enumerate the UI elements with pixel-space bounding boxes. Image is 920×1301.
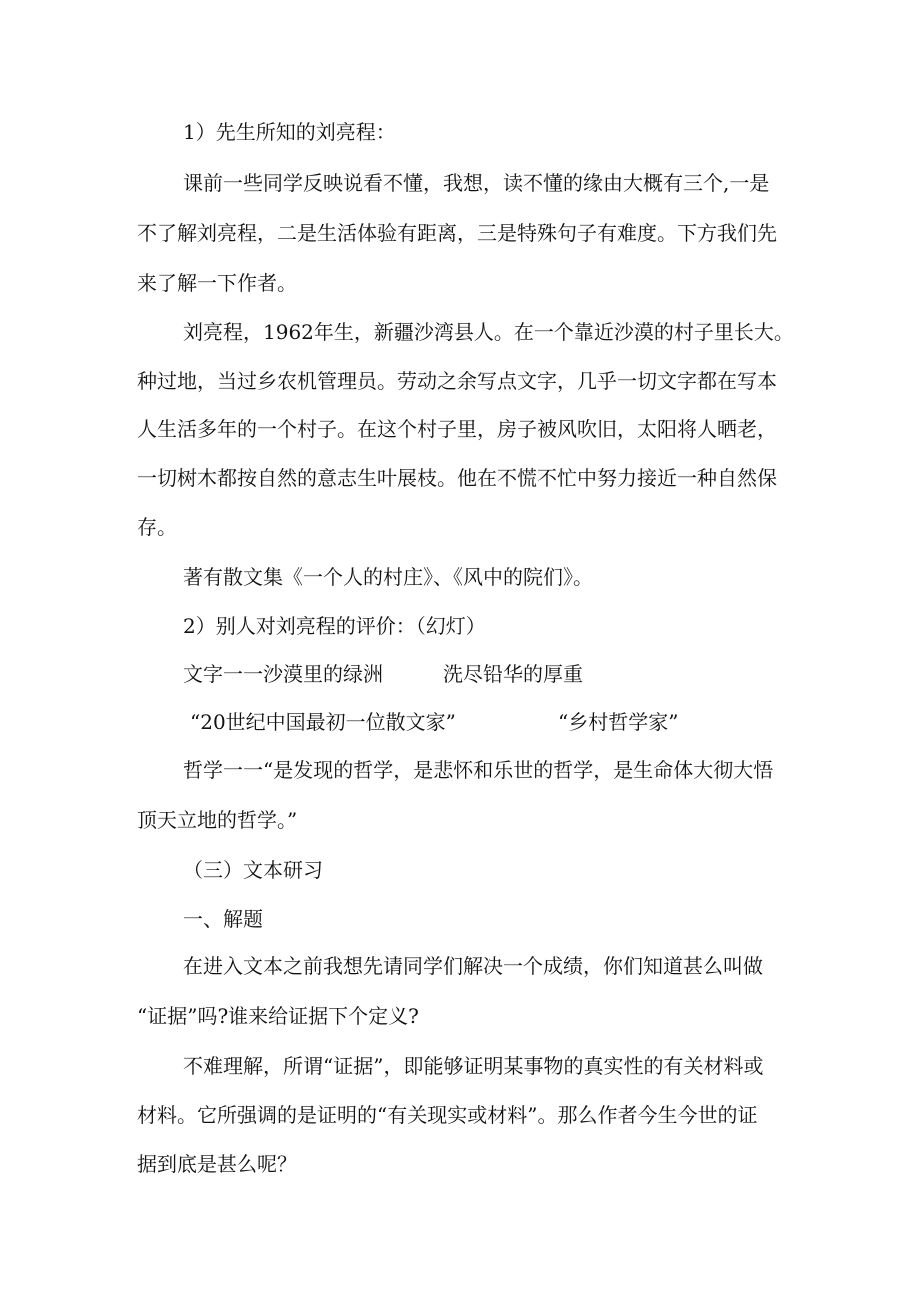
subsection-heading: 一、解题 — [183, 907, 263, 931]
paragraph-line: 刘亮程，1962年生，新疆沙湾县人。在一个靠近沙漠的村子里长大。 — [183, 320, 794, 344]
paragraph-line: 在进入文本之前我想先请同学们解决一个成绩，你们知道甚么叫做 — [183, 954, 763, 978]
paragraph-line: 一切树木都按自然的意志生叶展枝。他在不慌不忙中努力接近一种自然保 — [137, 466, 777, 490]
paragraph-line: 种过地，当过乡农机管理员。劳动之余写点文字，几乎一切文字都在写本 — [137, 369, 777, 393]
evaluation-right: 洗尽铅华的厚重 — [443, 662, 583, 686]
paragraph-line: 存。 — [137, 515, 177, 539]
paragraph-line: 哲学一一“是发现的哲学，是悲怀和乐世的哲学，是生命体大彻大悟 — [183, 758, 774, 782]
paragraph-line: 材料。它所强调的是证明的“有关现实或材料”。那么作者今生今世的证 — [137, 1103, 758, 1127]
paragraph-line: 顶天立地的哲学。” — [137, 808, 298, 832]
paragraph-line: 据到底是甚么呢？ — [137, 1152, 297, 1176]
paragraph-line: 人生活多年的一个村子。在这个村子里，房子被风吹旧，太阳将人晒老， — [137, 417, 777, 441]
paragraph-line: 不难理解，所谓“证据”，即能够证明某事物的真实性的有关材料或 — [183, 1054, 764, 1078]
paragraph-line: 来了解一下作者。 — [137, 271, 297, 295]
section-heading-2: 2）别人对刘亮程的评价：（幻灯） — [183, 614, 486, 638]
section-heading-1: 1）先生所知的刘亮程： — [183, 120, 396, 144]
paragraph-line: 著有散文集《一个人的村庄》、《风中的院们》。 — [183, 565, 593, 589]
paragraph-line: 不了解刘亮程，二是生活体验有距离，三是特殊句子有难度。下方我们先 — [137, 221, 777, 245]
evaluation-left: “20世纪中国最初一位散文家” — [190, 710, 456, 734]
paragraph-line: 课前一些同学反映说看不懂，我想，读不懂的缘由大概有三个,一是 — [183, 171, 770, 195]
section-heading-3: （三）文本研习 — [183, 858, 323, 882]
paragraph-line: “证据”吗?谁来给证据下个定义? — [137, 1004, 419, 1028]
evaluation-left: 文字一一沙漠里的绿洲 — [183, 662, 383, 686]
evaluation-right: “乡村哲学家” — [558, 710, 679, 734]
